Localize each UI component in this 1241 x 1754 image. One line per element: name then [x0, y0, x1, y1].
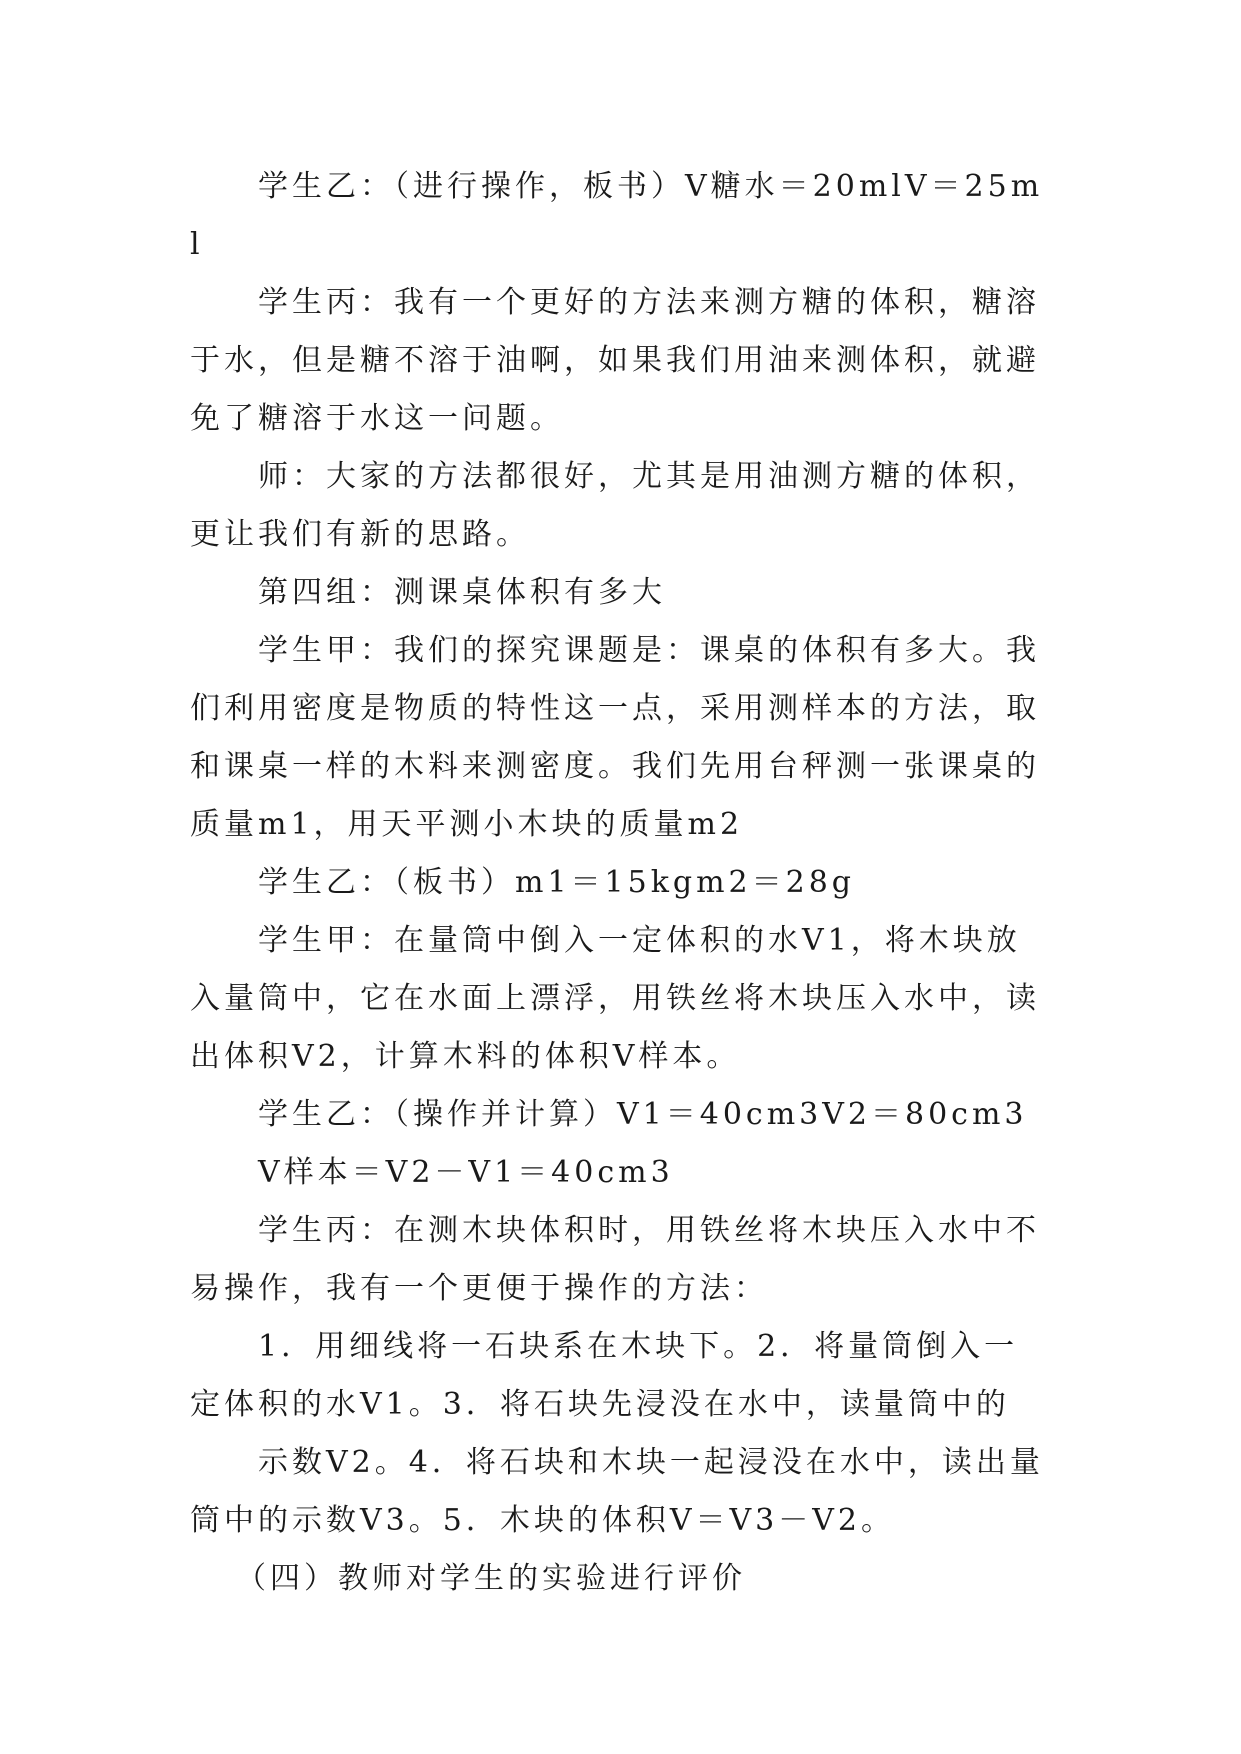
paragraph-student-b-mass: 学生乙：（板书）m1＝15kgm2＝28g	[258, 865, 856, 900]
paragraph-teacher-comment: 师：大家的方法都很好，尤其是用油测方糖的体积，更让我们有新的思路。	[190, 459, 1040, 552]
document-body	[190, 158, 1050, 1608]
paragraph-student-a-desk-topic: 学生甲：我们的探究课题是：课桌的体积有多大。我们利用密度是物质的特性这一点，采用测样本的方法，取和课桌一样的木料来测密度。我们先用台秤测一张课桌的质量m1，用天平测小木块的质量m2	[190, 633, 1040, 842]
paragraph-student-b-volume: 学生乙：（操作并计算）V1＝40cm3V2＝80cm3	[258, 1097, 1028, 1132]
paragraph-student-c-oil-method: 学生丙：我有一个更好的方法来测方糖的体积，糖溶于水，但是糖不溶于油啊，如果我们用油来测体积，就避免了糖溶于水这一问题。	[190, 285, 1040, 436]
paragraph-student-b-sugar-water: 学生乙：（进行操作，板书）V糖水＝20mlV＝25ml	[190, 169, 1044, 262]
paragraph-sample-volume: V样本＝V2－V1＝40cm3	[258, 1155, 674, 1190]
paragraph-steps-four-five: 示数V2。4．将石块和木块一起浸没在水中，读出量筒中的示数V3。5．木块的体积V＝V3－V2。	[190, 1445, 1044, 1538]
paragraph-steps-one-to-three: 1．用细线将一石块系在木块下。2．将量筒倒入一定体积的水V1。3．将石块先浸没在水中，读量筒中的	[190, 1329, 1019, 1422]
paragraph-student-c-better-method: 学生丙：在测木块体积时，用铁丝将木块压入水中不易操作，我有一个更便于操作的方法：	[190, 1213, 1040, 1306]
paragraph-group-four-heading: 第四组：测课桌体积有多大	[258, 575, 666, 610]
paragraph-student-a-cylinder: 学生甲：在量筒中倒入一定体积的水V1，将木块放入量筒中，它在水面上漂浮，用铁丝将木块压入水中，读出体积V2，计算木料的体积V样本。	[190, 923, 1040, 1074]
paragraph-section-four-heading: （四）教师对学生的实验进行评价	[236, 1561, 746, 1596]
